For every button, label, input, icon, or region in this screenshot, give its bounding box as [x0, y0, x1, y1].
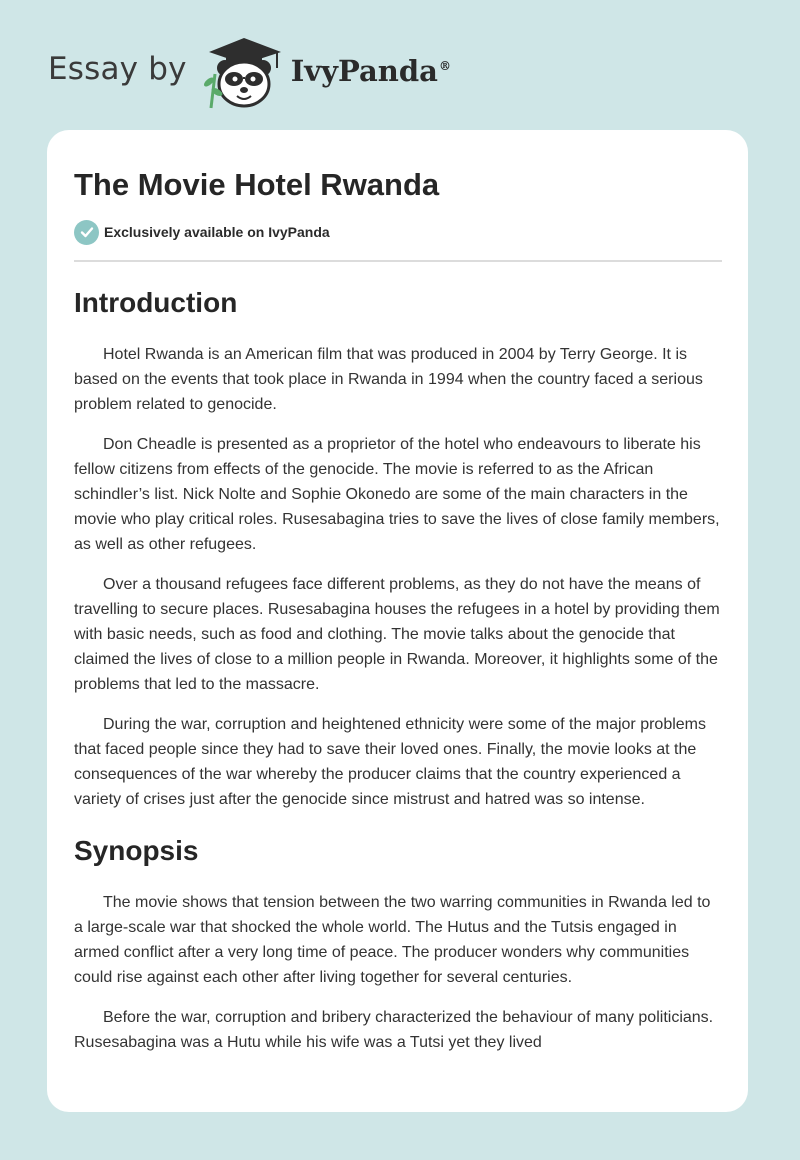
site-header: [48, 34, 451, 110]
check-circle-icon: [74, 220, 99, 245]
brand-prefix: Essay by: [48, 51, 187, 87]
paragraph: The movie shows that tension between the two warring communities in Rwanda led to a large-scale war that shocked the whole world. The Hutus and the Tutsis engaged in armed conflict after a very long time of peace. The producer wonders why communities could rise against each other after living together for several centuries.: [74, 894, 711, 986]
paragraph: Hotel Rwanda is an American film that was produced in 2004 by Terry George. It is based on the events that took place in Rwanda in 1994 when the country faced a serious problem related to genocide.: [74, 346, 703, 413]
divider: [74, 260, 722, 262]
exclusive-badge: [74, 219, 722, 245]
section-heading: Introduction: [74, 287, 238, 318]
section-heading: Synopsis: [74, 835, 199, 866]
panda-graduate-icon: [201, 34, 287, 110]
section-introduction: [74, 286, 722, 812]
paragraph: During the war, corruption and heightened ethnicity were some of the major problems that faced people since they had to save their loved ones. Finally, the movie looks at the consequences of the war whereby the producer claims that the country experienced a variety of crises just after the genocide since mistrust and hatred was so intense.: [74, 716, 706, 808]
registered-mark: ®: [438, 59, 451, 74]
paragraph: Before the war, corruption and bribery characterized the behaviour of many politicians. Rusesabagina was a Hutu while his wife was a Tutsi yet they lived: [74, 1009, 714, 1051]
brand-name[interactable]: [291, 54, 451, 88]
section-synopsis: [74, 834, 722, 1055]
brand-name-text: IvyPanda: [290, 54, 438, 88]
paragraph: Don Cheadle is presented as a proprietor of the hotel who endeavours to liberate his fellow citizens from effects of the genocide. The movie is referred to as the African schindler’s list. Nick Nolte and Sophie Okonedo are some of the main characters in the movie who play critical roles. Rusesabagina tries to save the lives of close family members, as well as other refugees.: [74, 436, 720, 553]
page-title: The Movie Hotel Rwanda: [74, 167, 440, 202]
paragraph: Over a thousand refugees face different problems, as they do not have the means of travelling to secure places. Rusesabagina houses the refugees in a hotel by providing them with basic needs, such as food and clothing. The movie talks about the genocide that claimed the lives of close to a million people in Rwanda. Moreover, it highlights some of the problems that led to the massacre.: [74, 576, 720, 693]
essay-card: [47, 130, 748, 1112]
exclusive-badge-text: Exclusively available on IvyPanda: [104, 224, 330, 240]
